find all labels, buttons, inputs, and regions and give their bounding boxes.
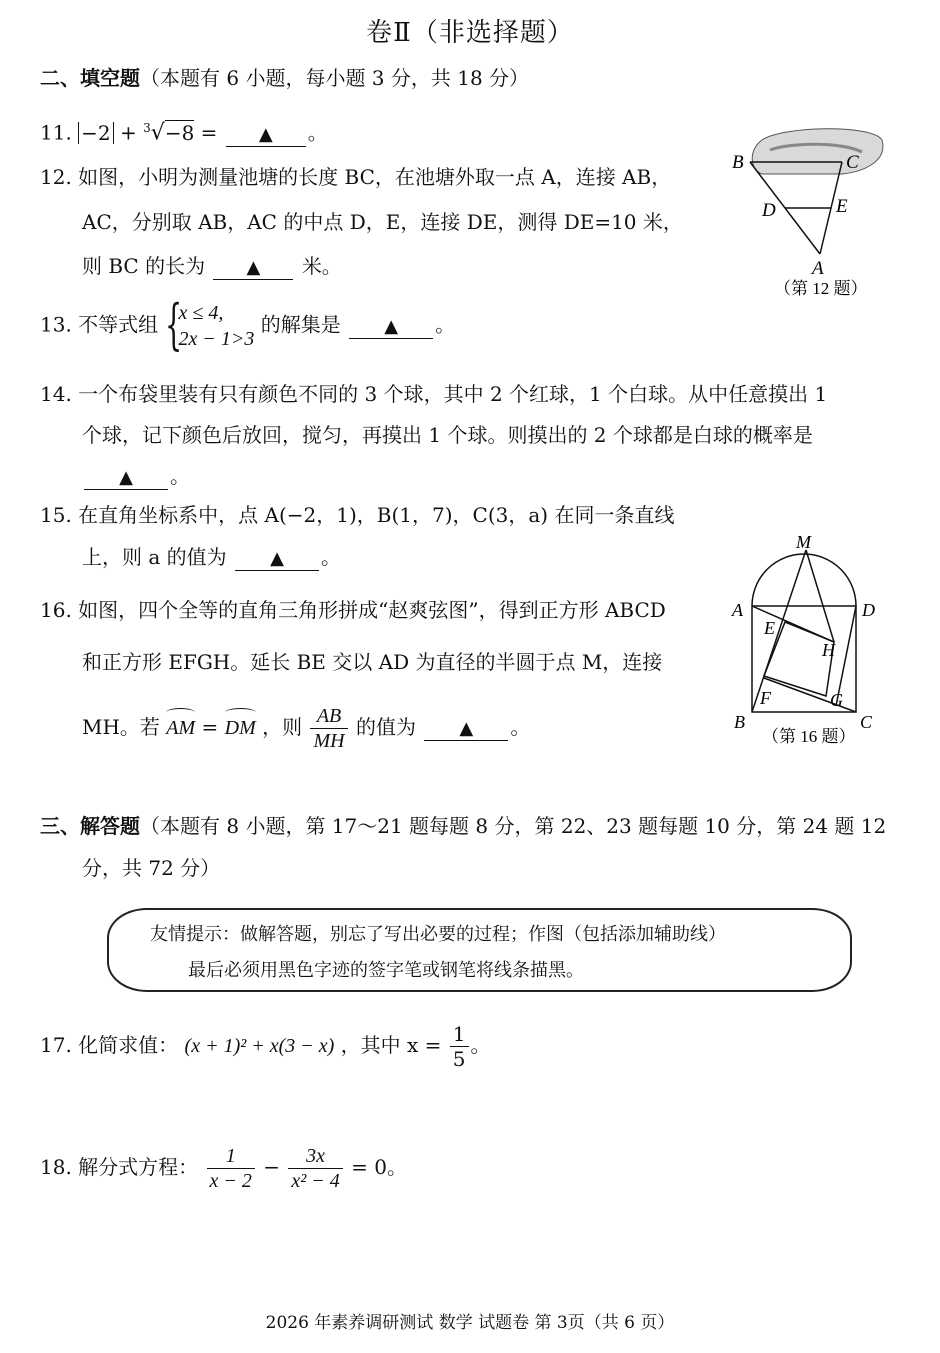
q12-line3-pre: 则 BC 的长为 [82, 254, 206, 278]
q15-line1: 在直角坐标系中，点 A(−2，1)，B(1，7)，C(3，a) 在同一条直线 [78, 503, 675, 527]
q13-end: 。 [435, 312, 456, 337]
section3-heading-row [40, 812, 886, 840]
answer-triangle-icon: ▲ [270, 548, 284, 569]
pond-shape [752, 129, 883, 174]
question-14-line1 [40, 380, 827, 408]
section2-desc: （本题有 6 小题，每小题 3 分，共 18 分） [140, 66, 530, 90]
section2-heading: 二、填空题 [40, 66, 140, 90]
answer-triangle-icon: ▲ [384, 315, 399, 337]
q11-abs-value: −2 [78, 122, 113, 144]
label-b16: B [734, 712, 745, 732]
q18-minus: − [263, 1155, 281, 1179]
question-15-line2 [82, 543, 341, 571]
q14-line2: 个球，记下颜色后放回，搅匀，再摸出 1 个球。则摸出的 2 个球都是白球的概率是 [82, 423, 813, 447]
q18-f2-num: 3x [288, 1144, 342, 1169]
q16-answer-blank[interactable] [424, 716, 508, 741]
q15-number: 15. [40, 503, 72, 527]
q14-answer-blank[interactable] [84, 465, 168, 490]
label-c: C [846, 152, 859, 173]
question-17 [40, 1022, 491, 1071]
q11-root-body: −8 [164, 120, 195, 145]
q16-arc-dm [225, 714, 256, 742]
question-15-line1 [40, 501, 674, 529]
q18-fraction1 [207, 1144, 255, 1193]
q12-line3-post: 米。 [301, 254, 342, 278]
q16-figure [726, 530, 886, 750]
label-b: B [732, 152, 744, 173]
q13-post: 的解集是 [260, 312, 341, 337]
q16-arc-am-text: AM [166, 717, 196, 739]
q14-line1: 一个布袋里装有只有颜色不同的 3 个球，其中 2 个红球，1 个白球。从中任意摸出 1 [78, 382, 828, 406]
q18-fraction2 [288, 1144, 342, 1193]
semicircle-ad [752, 554, 856, 606]
q16-line3-mid: ，则 [262, 715, 303, 739]
q16-line1: 如图，四个全等的直角三角形拼成“赵爽弦图”，得到正方形 ABCD [78, 598, 666, 622]
q18-post: = 0。 [351, 1155, 407, 1179]
question-18 [40, 1144, 407, 1193]
q18-number: 18. [40, 1155, 72, 1179]
tip-line1: 友情提示：做解答题，别忘了写出必要的过程；作图（包括添加辅助线） [150, 924, 726, 945]
answer-triangle-icon: ▲ [246, 257, 261, 278]
q16-frac-den: MH [313, 730, 345, 752]
question-13 [40, 293, 456, 356]
q16-arc-dm-text: DM [224, 717, 256, 739]
q16-arc-am [166, 714, 195, 742]
page-footer: 2026 年素养调研测试 数学 试题卷 第 3页（共 6 页） [265, 1313, 675, 1333]
answer-triangle-icon: ▲ [119, 467, 133, 488]
q16-frac-num: AB [310, 704, 347, 729]
q18-f2-den: x² − 4 [291, 1170, 340, 1192]
q18-f1-num: 1 [207, 1144, 255, 1169]
q15-line2-pre: 上，则 a 的值为 [82, 545, 227, 569]
radical-sign-icon: √ [150, 120, 165, 146]
section3-desc1: （本题有 8 小题，第 17～21 题每题 8 分，第 22、23 题每题 10 分，第 24 题 12 [140, 814, 887, 838]
section3-desc2: 分，共 72 分） [82, 856, 221, 880]
section2-heading-row [40, 64, 529, 92]
q18-pre: 解分式方程： [78, 1155, 199, 1179]
label-e16: E [764, 618, 775, 638]
q12-line1: 如图，小明为测量池塘的长度 BC，在池塘外取一点 A，连接 AB， [78, 165, 672, 189]
q13-inequality-system [164, 293, 255, 356]
arc-icon [225, 708, 256, 717]
q11-number: 11. [40, 120, 72, 145]
question-12-line3 [82, 252, 342, 280]
q16-line2: 和正方形 EFGH。延长 BE 交以 AD 为直径的半圆于点 M，连接 [82, 650, 663, 674]
page-title: 卷Ⅱ（非选择题） [366, 18, 574, 48]
q17-frac-den: 5 [452, 1047, 466, 1071]
q16-line3-pre: MH。若 [82, 715, 160, 739]
label-e: E [836, 196, 848, 217]
label-a: A [812, 258, 824, 279]
q18-f1-den: x − 2 [209, 1170, 252, 1192]
q11-end: 。 [307, 120, 328, 145]
q17-expression: (x + 1)² + x(3 − x) [184, 1035, 335, 1057]
q13-pre: 不等式组 [78, 312, 159, 337]
q12-number: 12. [40, 165, 72, 189]
q12-line2: AC，分别取 AB，AC 的中点 D，E，连接 DE，测得 DE=10 米， [82, 210, 683, 234]
label-d: D [762, 200, 776, 221]
q16-fraction [310, 704, 347, 753]
label-g16: G [830, 690, 843, 710]
q16-end: 。 [510, 715, 531, 739]
answer-triangle-icon: ▲ [258, 123, 273, 145]
arc-icon [166, 708, 195, 717]
question-16-line1 [40, 596, 666, 624]
q17-pre: 化简求值： [78, 1033, 179, 1057]
q11-plus: + [120, 120, 137, 145]
question-12-line1 [40, 163, 671, 191]
q17-frac-num: 1 [450, 1022, 469, 1047]
label-c16: C [860, 712, 873, 732]
q16-number: 16. [40, 598, 72, 622]
q13-row2: 2x − 1>3 [178, 328, 255, 350]
q12-figure [722, 122, 892, 302]
answer-triangle-icon: ▲ [459, 718, 474, 739]
q15-answer-blank[interactable] [235, 546, 319, 571]
q13-answer-blank[interactable] [349, 314, 433, 339]
q11-root-index: 3 [143, 121, 151, 135]
q13-row1: x ≤ 4, [178, 302, 224, 324]
q11-equals: = [200, 120, 218, 145]
q17-end: 。 [470, 1033, 491, 1057]
q17-number: 17. [40, 1033, 72, 1057]
segment-mh [806, 550, 834, 642]
q14-number: 14. [40, 382, 72, 406]
label-m: M [796, 532, 811, 552]
q13-number: 13. [40, 312, 72, 337]
q12-answer-blank[interactable] [213, 255, 293, 280]
q16-eq: = [201, 715, 219, 739]
q11-answer-blank[interactable] [226, 122, 306, 147]
question-16-line3 [82, 704, 530, 753]
q14-end: 。 [170, 464, 190, 488]
q16-line3-post: 的值为 [355, 715, 416, 739]
label-h16: H [822, 640, 835, 660]
label-f16: F [760, 688, 771, 708]
q12-caption: （第 12 题） [774, 279, 868, 298]
question-14-line3 [82, 462, 190, 490]
q16-caption: （第 16 题） [762, 727, 856, 746]
label-d16: D [862, 600, 875, 620]
q17-fraction [450, 1022, 469, 1071]
brace-icon: { [164, 293, 182, 356]
section3-heading: 三、解答题 [40, 814, 140, 838]
label-a16: A [732, 600, 743, 620]
question-11 [40, 114, 328, 148]
tip-line2: 最后必须用黑色字迹的签字笔或钢笔将线条描黑。 [188, 960, 584, 981]
q15-end: 。 [321, 545, 341, 569]
q17-mid: ，其中 x = [340, 1033, 442, 1057]
